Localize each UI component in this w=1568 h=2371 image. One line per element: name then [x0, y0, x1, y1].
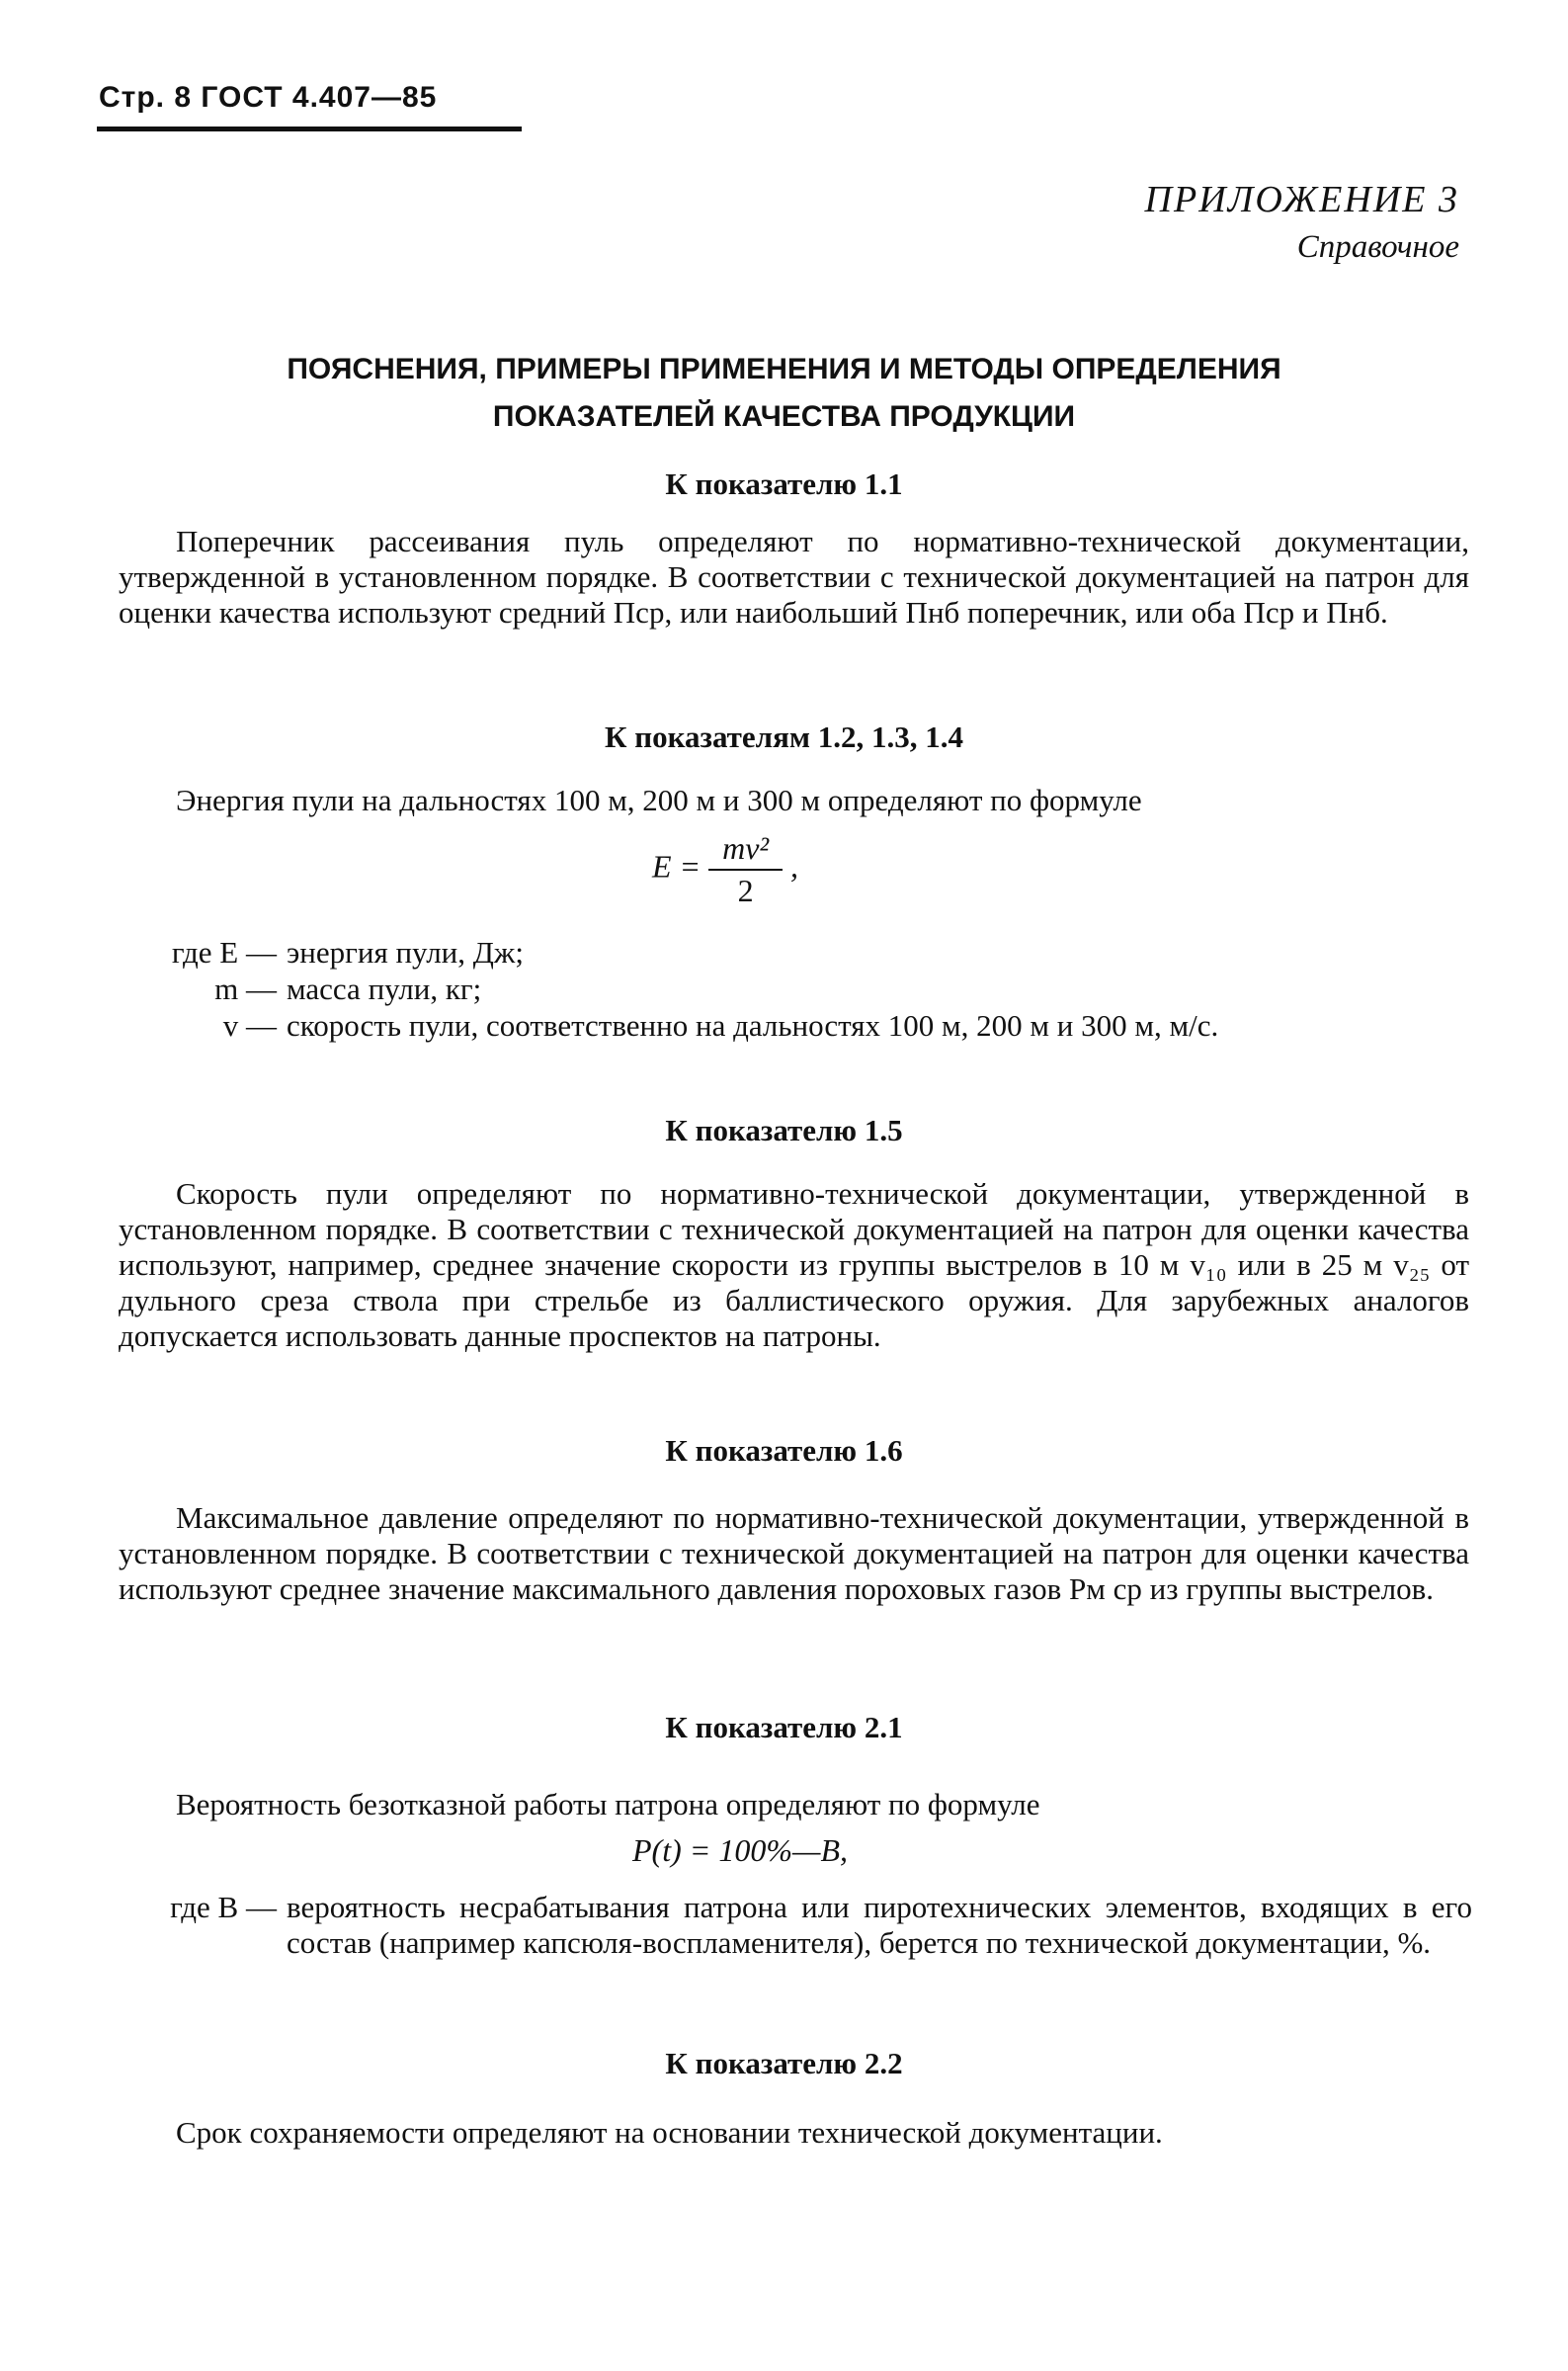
section-heading-2-1: К показателю 2.1: [665, 1710, 903, 1744]
definition-e-text: энергия пули, Дж;: [287, 935, 524, 970]
section-heading-2-2: К показателю 2.2: [665, 2046, 903, 2080]
definition-m-symbol: m —: [214, 972, 277, 1006]
definition-m-text: масса пули, кг;: [287, 972, 482, 1006]
section-text-1-6-body: Максимальное давление определяют по нормативно-технической документации, утвержденной в установленном порядке. В соответствии с технической документацией на патрон для оценки качества используют среднее значение максимального давления пороховых газов Pм ср из группы выстрелов.: [119, 1500, 1469, 1606]
title-line-2: ПОКАЗАТЕЛЕЙ КАЧЕСТВА ПРОДУКЦИИ: [492, 400, 1076, 433]
section-text-2-2: [119, 2115, 1469, 2151]
section-text-1-1-body: Поперечник рассеивания пуль определяют по нормативно-технической документации, утвержденной в установленном порядке. В соответствии с технической документацией на патрон для оценки качества используют средний Пср, или наибольший Пнб поперечник, или оба Пср и Пнб.: [119, 524, 1469, 630]
definition-e-symbol: где E —: [171, 935, 277, 970]
appendix-number: ПРИЛОЖЕНИЕ 3: [1144, 179, 1459, 220]
section-heading-1-5: К показателю 1.5: [665, 1113, 903, 1147]
definition-v-text: скорость пули, соответственно на дальностях 100 м, 200 м и 300 м, м/с.: [287, 1008, 1219, 1043]
section-heading-1-6: К показателю 1.6: [665, 1433, 903, 1468]
page-header: Стр. 8 ГОСТ 4.407—85: [99, 81, 438, 114]
appendix-label: [1145, 176, 1459, 271]
section-text-1-6: [119, 1500, 1469, 1607]
energy-formula-denominator: 2: [737, 873, 754, 908]
energy-formula-fraction: [708, 830, 783, 909]
section-text-2-2-body: Срок сохраняемости определяют на основании технической документации.: [176, 2115, 1163, 2150]
reliability-formula: P(t) = 100%—B,: [632, 1832, 848, 1868]
energy-formula-numerator: mv²: [708, 830, 783, 871]
section-text-2-1-body: Вероятность безотказной работы патрона определяют по формуле: [176, 1787, 1040, 1821]
section-text-1-1: [119, 524, 1469, 631]
section-text-2-1: [119, 1787, 1469, 1822]
section-text-1-5-body: Скорость пули определяют по нормативно-технической документации, утвержденной в установленном порядке. В соответствии с технической документацией на патрон для оценки качества используют, например, среднее значение скорости из группы выстрелов в 10 м v₁₀ или в 25 м v₂₅ от дульного среза ствола при стрельбе из баллистического оружия. Для зарубежных аналогов допускается использовать данные проспектов на патроны.: [119, 1176, 1469, 1353]
title-line-1: ПОЯСНЕНИЯ, ПРИМЕРЫ ПРИМЕНЕНИЯ И МЕТОДЫ ОПРЕДЕЛЕНИЯ: [287, 353, 1281, 385]
appendix-type: Справочное: [1296, 229, 1459, 265]
section-heading-1-2-1-4: К показателям 1.2, 1.3, 1.4: [605, 720, 963, 754]
document-title: [99, 346, 1469, 441]
definition-b-symbol: где B —: [170, 1890, 277, 1924]
section-text-1-2-1-4: [119, 783, 1469, 818]
energy-formula-tail: ,: [790, 848, 799, 885]
energy-formula-lhs: E =: [652, 848, 701, 885]
header-rule: [97, 127, 522, 131]
definition-v-symbol: v —: [222, 1008, 277, 1043]
section-text-1-5: [119, 1176, 1469, 1354]
section-text-1-2-1-4-body: Энергия пули на дальностях 100 м, 200 м и 300 м определяют по формуле: [176, 783, 1142, 817]
definition-b-text: вероятность несрабатывания патрона или пиротехнических элементов, входящих в его состав (например капсюля-воспламенителя), берется по технической документации, %.: [287, 1890, 1472, 1960]
section-heading-1-1: К показателю 1.1: [665, 466, 903, 501]
energy-formula: [652, 830, 798, 909]
